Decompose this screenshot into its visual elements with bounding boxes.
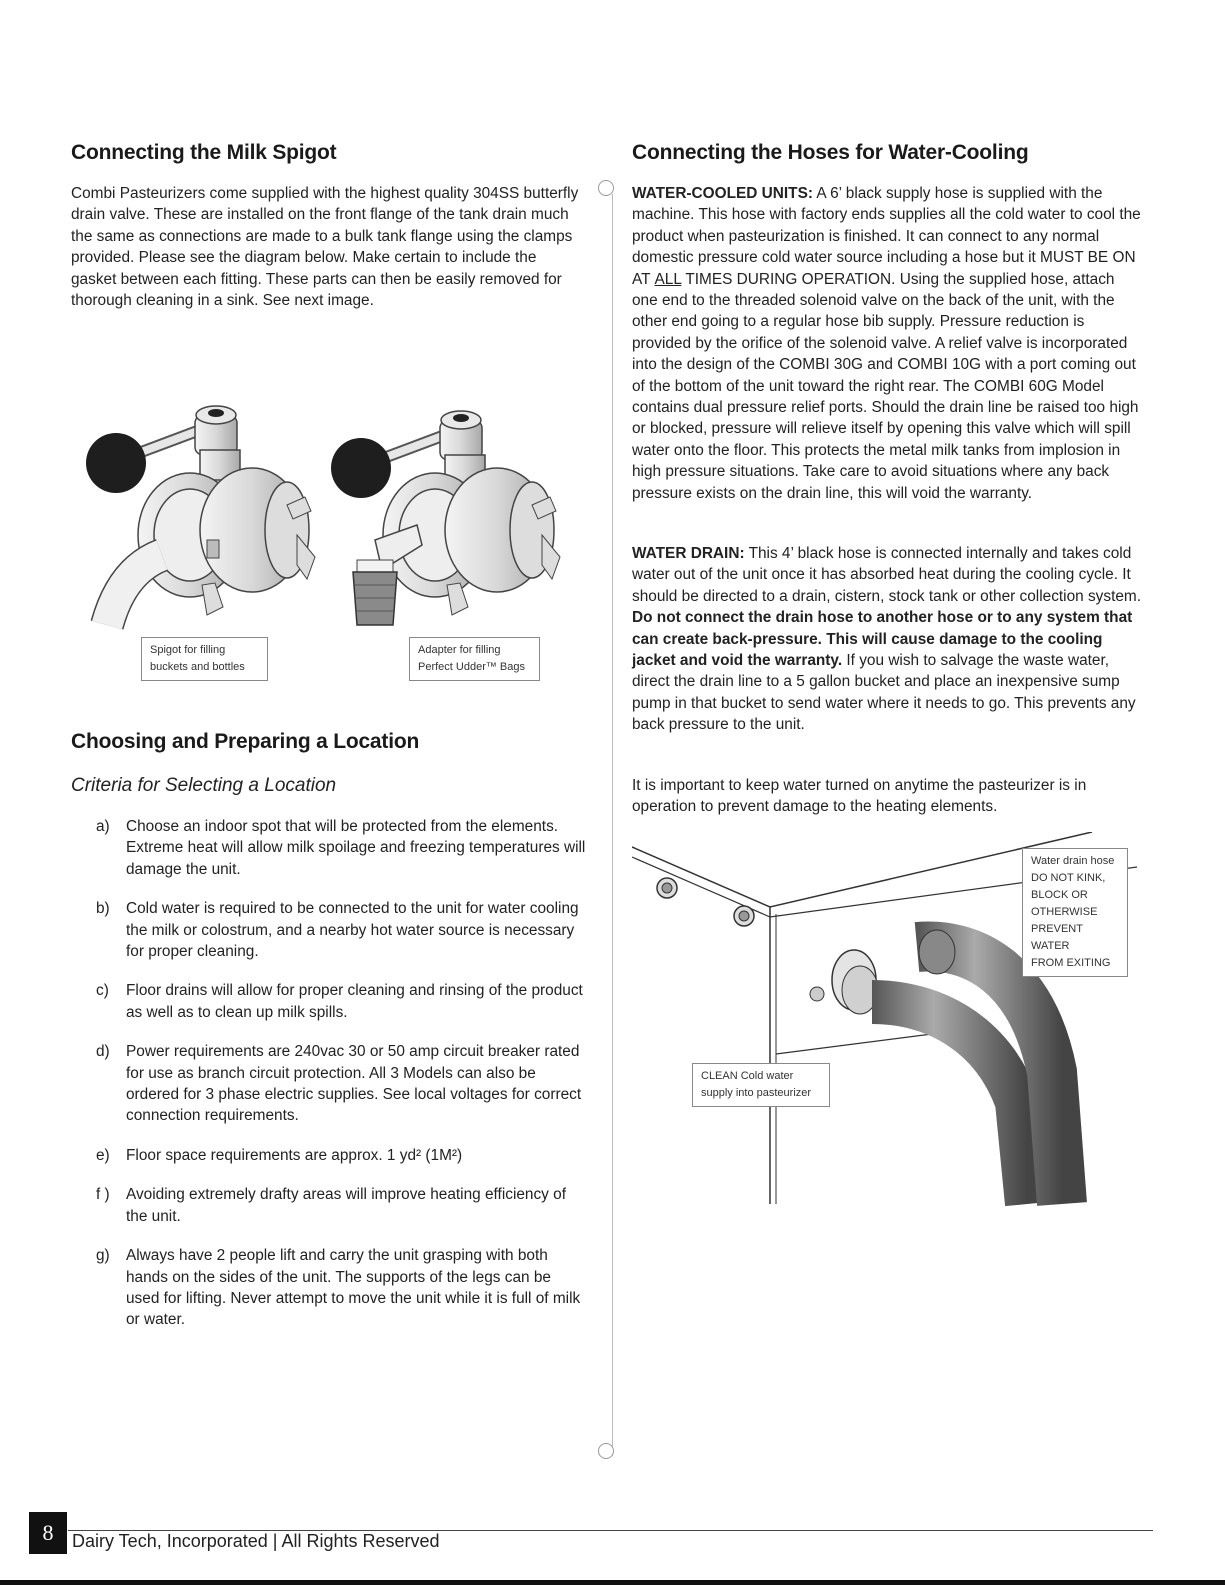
callout-drain-hose: Water drain hose DO NOT KINK, BLOCK OR OTHERWISE PREVENT WATER FROM EXITING (1022, 848, 1128, 977)
water-cooled-label: WATER-COOLED UNITS: (632, 185, 813, 202)
callout-cold-water: CLEAN Cold water supply into pasteurizer (692, 1063, 830, 1107)
criteria-list (96, 816, 586, 1349)
water-drain-warning: Do not connect the drain hose to another hose or to any system that can create back-pressure. This will cause damage to the cooling jacket and void the warranty. (632, 609, 1133, 670)
subheading-criteria: Criteria for Selecting a Location (71, 775, 337, 796)
list-item: e) Floor space requirements are approx. 1 yd² (1M²) (96, 1146, 463, 1164)
caption-spigot (141, 637, 268, 681)
list-item: a) Choose an indoor spot that will be protected from the elements. Extreme heat will allow milk spoilage and freezing temperatures will damage the unit. (96, 818, 586, 878)
water-cooled-paragraph: WATER-COOLED UNITS: A 6’ black supply hose is supplied with the machine. This hose with factory ends supplies all the cold water to cool the product when pasteurization is finished. It can connect to any normal domestic pressure cold water source including a hose but it MUST BE ON AT ALL TIMES DURING OPERATION. Using the supplied hose, attach one end to the threaded solenoid valve on the back of the unit, with the other end going to a regular hose bib supply. Pressure reduction is provided by the orifice of the solenoid valve. A relief valve is incorporated into the design of the COMBI 30G and COMBI 10G with a port coming out of the bottom of the unit toward the right rear. The COMBI 60G Model contains dual pressure relief ports. Should the drain line be raised too high or blocked, pressure will relieve itself by opening this valve which will spill water onto the floor. This protects the metal milk tanks from implosion in high pressure situations. Take care to avoid situations where any back pressure exists on the drain line, this will void the warranty. (632, 185, 1141, 502)
list-item: g) Always have 2 people lift and carry the unit grasping with both hands on the sides of the unit. The supports of the legs can be used for lifting. Never attempt to move the unit while it is full of milk or water. (96, 1247, 581, 1329)
divider-top-ring (598, 180, 614, 196)
list-item: c) Floor drains will allow for proper cleaning and rinsing of the product as well as to clean up milk spills. (96, 982, 583, 1021)
water-drain-label: WATER DRAIN: (632, 545, 745, 562)
water-on-paragraph: It is important to keep water turned on anytime the pasteurizer is in operation to prevent damage to the heating elements. (632, 777, 1087, 816)
divider-bottom-ring (598, 1443, 614, 1459)
list-item: d) Power requirements are 240vac 30 or 50 amp circuit breaker rated for use as branch circuit protection. All 3 Models can also be ordered for 3 phase electric supplies. See local voltages for correct connection requirements. (96, 1043, 582, 1125)
list-item: f ) Avoiding extremely drafty areas will improve heating efficiency of the unit. (96, 1186, 566, 1225)
footer-copyright: Dairy Tech, Incorporated | All Rights Reserved (72, 1531, 440, 1551)
caption-spigot-line1: Spigot for filling (150, 644, 226, 656)
list-item: b) Cold water is required to be connected to the unit for water cooling the milk or colostrum, and a nearby hot water source is necessary for proper cleaning. (96, 900, 579, 961)
heading-water-cooling: Connecting the Hoses for Water-Cooling (632, 141, 1029, 164)
spigot-valve-drawing (86, 406, 315, 625)
caption-adapter (409, 637, 540, 681)
adapter-valve-drawing (331, 411, 560, 625)
caption-adapter-line2: Perfect Udder™ Bags (418, 661, 525, 673)
heading-milk-spigot: Connecting the Milk Spigot (71, 141, 337, 164)
water-drain-paragraph: WATER DRAIN: This 4’ black hose is connected internally and takes cold water out of the unit once it has absorbed heat during the cooling cycle. It should be directed to a drain, cistern, stock tank or other collection system. Do not connect the drain hose to another hose or to any system that can create back-pressure. This will cause damage to the cooling jacket and void the warranty. If you wish to salvage the waste water, direct the drain line to a 5 gallon bucket and place an inexpensive sump pump in that bucket to send water where it needs to go. This prevents any back pressure to the unit. (632, 545, 1141, 734)
caption-spigot-line2: buckets and bottles (150, 661, 245, 673)
heading-location: Choosing and Preparing a Location (71, 730, 420, 753)
caption-adapter-line1: Adapter for filling (418, 644, 501, 656)
bottom-bar (0, 1580, 1225, 1585)
milk-spigot-paragraph: Combi Pasteurizers come supplied with the highest quality 304SS butterfly drain valve. These are installed on the front flange of the tank drain much the same as connections are made to a bulk tank flange using the clamps provided. Please see the diagram below. Make certain to include the gasket between each fitting. These parts can then be easily removed for thorough cleaning in a sink. See next image. (71, 185, 579, 310)
column-divider (612, 194, 613, 1456)
page-number: 8 (29, 1512, 67, 1554)
